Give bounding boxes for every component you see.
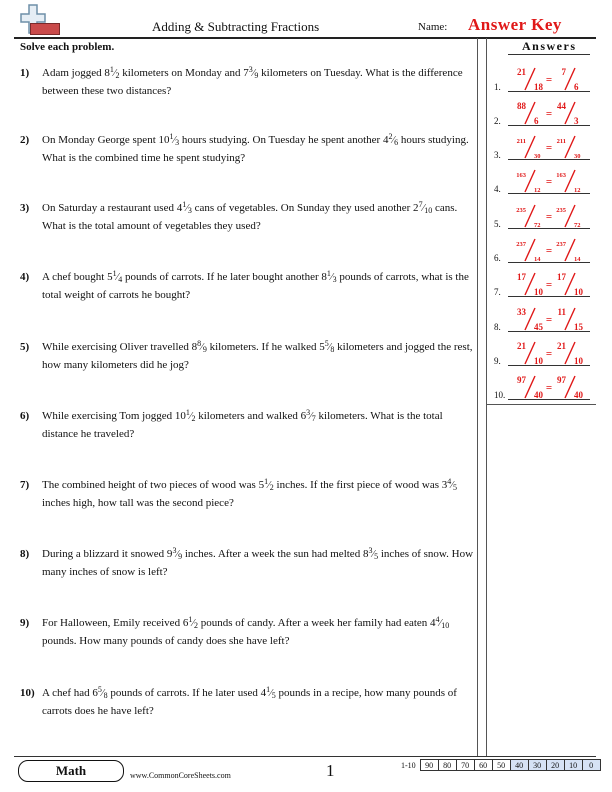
problem-text-segment: During a blizzard it snowed 9 — [42, 548, 173, 560]
score-label: 1-10 — [401, 760, 416, 770]
problem-text-segment: pounds of carrots. If he later bought another 8 — [122, 271, 327, 283]
fraction-numerator: 7 — [418, 200, 423, 209]
answer-numerator: 21 — [517, 341, 526, 351]
answer-denominator: 72 — [574, 222, 581, 229]
score-cell: 0 — [582, 760, 600, 771]
answer-denominator: 45 — [534, 322, 543, 332]
answer-fraction — [508, 304, 590, 334]
answer-numerator: 11 — [557, 307, 566, 317]
fraction-denominator: 10 — [441, 621, 450, 630]
fraction-slash: ⁄ — [176, 549, 179, 560]
answer-denominator: 10 — [534, 356, 543, 366]
answer-fraction — [508, 235, 590, 265]
problem-text-segment: A chef had 6 — [42, 687, 98, 699]
problem-text-segment: A chef bought 5 — [42, 271, 113, 283]
fraction-slash: ⁄ — [451, 480, 453, 491]
problem-text-segment: pounds of candy. After a week her family had eaten 4 — [198, 617, 436, 629]
header-rule — [14, 37, 596, 39]
answer-denominator: 6 — [534, 116, 539, 126]
equals-sign: = — [545, 279, 553, 291]
name-label: Name: — [418, 21, 448, 33]
problem-number: 1) — [20, 67, 30, 79]
fraction-slash: ⁄ — [422, 203, 425, 214]
problem-number: 7) — [20, 479, 30, 491]
fraction-slash: ⁄ — [330, 272, 333, 283]
fraction-numerator: 3 — [248, 65, 253, 74]
problem-text-segment: inches. If the first piece of wood was 3 — [273, 479, 448, 491]
fraction-denominator: 5 — [374, 552, 379, 561]
answer-row — [494, 235, 594, 265]
answer-row — [494, 269, 594, 299]
fraction-denominator: 5 — [452, 483, 457, 492]
fraction-slash: ⁄ — [201, 342, 203, 353]
score-cell: 80 — [438, 760, 456, 771]
equals-sign: = — [545, 245, 553, 257]
worksheet-title: Adding & Subtracting Fractions — [152, 19, 320, 34]
answer-number: 10. — [494, 390, 506, 400]
fraction-numerator: 1 — [185, 408, 190, 417]
fraction — [447, 477, 457, 492]
answer-numerator: 21 — [557, 341, 566, 351]
fraction-slash: ⁄ — [186, 203, 188, 214]
fraction-denominator: 8 — [103, 691, 108, 700]
fraction — [326, 269, 337, 284]
fraction — [388, 132, 399, 147]
problem-text-segment: kilometers. What is the total distance he traveled? — [42, 410, 443, 440]
equals-sign: = — [545, 348, 553, 360]
problem-text-segment: For Halloween, Emily received 6 — [42, 617, 189, 629]
answer-row — [494, 132, 594, 162]
problem-text-segment: pounds of carrots. If he later used 4 — [107, 687, 267, 699]
fraction-numerator: 5 — [97, 685, 102, 694]
fraction-numerator: 3 — [368, 546, 373, 555]
fraction-slash: ⁄ — [252, 68, 255, 79]
problem-number: 9) — [20, 617, 30, 629]
fraction-slash: ⁄ — [439, 618, 442, 629]
fraction-numerator: 5 — [324, 339, 329, 348]
problem-text-segment: cans of vegetables. On Sunday they used another 2 — [191, 202, 419, 214]
problem-text-segment: pounds in a recipe, how many pounds of carrots does he have left? — [42, 687, 457, 717]
answer-numerator: 17 — [517, 272, 526, 282]
fraction — [197, 339, 207, 354]
answers-box-bottom — [486, 404, 596, 405]
page-number: 1 — [326, 761, 335, 780]
problem-text-segment: pounds of carrots, what is the total weight of carrots he bought? — [42, 271, 469, 301]
problem-text-segment: kilometers and walked 6 — [195, 410, 307, 422]
fraction-slash: ⁄ — [392, 135, 395, 146]
answer-numerator: 163 — [516, 172, 526, 179]
answer-number: 5. — [494, 219, 501, 229]
problem-text — [42, 199, 480, 235]
subject-badge: Math — [18, 760, 124, 782]
answer-numerator: 21 — [517, 67, 526, 77]
fraction — [248, 65, 259, 80]
problem-text-segment: inches of snow. How many inches of snow is left? — [42, 548, 474, 578]
fraction — [418, 200, 433, 215]
problem-text-segment: The combined height of two pieces of wood was 5 — [42, 479, 265, 491]
fraction — [185, 408, 196, 423]
fraction-slash: ⁄ — [173, 135, 176, 146]
problem-text — [42, 64, 480, 100]
answer-row — [494, 304, 594, 334]
answer-number: 1. — [494, 82, 501, 92]
fraction — [188, 615, 198, 630]
fraction — [264, 477, 274, 492]
answer-denominator: 14 — [574, 256, 581, 263]
answer-number: 4. — [494, 184, 501, 194]
fraction-numerator: 2 — [388, 132, 393, 141]
fraction-numerator: 8 — [197, 339, 202, 348]
problem-text — [42, 614, 480, 650]
fraction-numerator: 3 — [172, 546, 177, 555]
fraction — [109, 65, 120, 80]
problem-text-segment: Adam jogged 8 — [42, 67, 110, 79]
answer-numerator: 211 — [556, 138, 566, 145]
problem-text-segment: inches high, how tall was the second piece? — [42, 497, 234, 509]
problem-number: 10) — [20, 687, 35, 699]
equals-sign: = — [545, 382, 553, 394]
score-cell: 10 — [564, 760, 582, 771]
answer-fraction — [508, 64, 590, 94]
answer-numerator: 237 — [516, 241, 526, 248]
answer-numerator: 7 — [561, 67, 566, 77]
score-cell: 30 — [528, 760, 546, 771]
equals-sign: = — [545, 142, 553, 154]
answer-numerator: 163 — [556, 172, 566, 179]
equals-sign: = — [545, 314, 553, 326]
equals-sign: = — [545, 108, 553, 120]
fraction — [172, 546, 183, 561]
fraction — [182, 200, 192, 215]
answer-row — [494, 372, 594, 402]
answer-denominator: 10 — [574, 287, 583, 297]
fraction-denominator: 6 — [394, 138, 399, 147]
answer-fraction — [508, 98, 590, 128]
score-cell: 60 — [474, 760, 492, 771]
score-table — [398, 759, 601, 771]
problem-text — [42, 684, 480, 720]
answer-row — [494, 166, 594, 196]
fraction-denominator: 9 — [254, 71, 259, 80]
website-link[interactable]: www.CommonCoreSheets.com — [130, 771, 231, 780]
score-cell: 20 — [546, 760, 564, 771]
fraction-numerator: 1 — [169, 132, 174, 141]
problem-number: 4) — [20, 271, 30, 283]
answer-denominator: 3 — [574, 116, 579, 126]
answer-denominator: 12 — [574, 187, 581, 194]
answer-fraction — [508, 338, 590, 368]
answer-number: 9. — [494, 356, 501, 366]
fraction-denominator: 3 — [332, 275, 337, 284]
answer-numerator: 44 — [557, 101, 566, 111]
problem-text-segment: kilometers. If he walked 5 — [206, 341, 325, 353]
answer-fraction — [508, 201, 590, 231]
answer-denominator: 40 — [574, 390, 583, 400]
fraction — [368, 546, 379, 561]
answer-fraction — [508, 166, 590, 196]
answer-fraction — [508, 372, 590, 402]
fraction-slash: ⁄ — [270, 688, 272, 699]
answer-denominator: 10 — [534, 287, 543, 297]
problem-number: 3) — [20, 202, 30, 214]
answer-denominator: 6 — [574, 82, 579, 92]
answer-numerator: 33 — [517, 307, 526, 317]
fraction-denominator: 5 — [271, 691, 276, 700]
problem-text-segment: kilometers and jogged the rest, how many kilometers did he jog? — [42, 341, 473, 371]
answer-column-rule — [486, 38, 487, 756]
answer-denominator: 18 — [534, 82, 543, 92]
fraction-numerator: 1 — [264, 477, 269, 486]
problem-text-segment: kilometers on Tuesday. What is the difference between these two distances? — [42, 67, 463, 97]
problem-text-segment: hours studying. On Tuesday he spent another 4 — [179, 134, 389, 146]
fraction-numerator: 1 — [182, 200, 187, 209]
fraction-slash: ⁄ — [268, 480, 270, 491]
answer-row — [494, 338, 594, 368]
answer-numerator: 237 — [556, 241, 566, 248]
score-cell: 90 — [420, 760, 438, 771]
fraction-denominator: 9 — [202, 345, 207, 354]
fraction-numerator: 4 — [435, 615, 440, 624]
answer-number: 3. — [494, 150, 501, 160]
fraction-slash: ⁄ — [116, 272, 119, 283]
fraction-slash: ⁄ — [101, 688, 104, 699]
answer-number: 7. — [494, 287, 501, 297]
problem-number: 8) — [20, 548, 30, 560]
problem-text — [42, 407, 480, 443]
problem-text-segment: While exercising Tom jogged 10 — [42, 410, 186, 422]
fraction-numerator: 1 — [109, 65, 114, 74]
answer-denominator: 30 — [534, 153, 541, 160]
answer-denominator: 10 — [574, 356, 583, 366]
fraction-numerator: 1 — [266, 685, 271, 694]
score-cell: 40 — [510, 760, 528, 771]
answer-row — [494, 64, 594, 94]
fraction-numerator: 1 — [326, 269, 331, 278]
problem-text-segment: inches. After a week the sun had melted 8 — [182, 548, 369, 560]
fraction-slash: ⁄ — [113, 68, 116, 79]
fraction-denominator: 2 — [269, 483, 274, 492]
answer-row — [494, 98, 594, 128]
fraction-denominator: 3 — [187, 206, 192, 215]
footer-rule — [14, 756, 596, 757]
fraction-denominator: 10 — [424, 206, 433, 215]
fraction — [435, 615, 450, 630]
score-cell: 70 — [456, 760, 474, 771]
fraction-denominator: 2 — [115, 71, 120, 80]
problem-number: 6) — [20, 410, 30, 422]
problem-text-segment: While exercising Oliver travelled 8 — [42, 341, 198, 353]
answer-numerator: 17 — [557, 272, 566, 282]
fraction-slash: ⁄ — [372, 549, 375, 560]
fraction — [306, 408, 316, 423]
fraction-denominator: 8 — [330, 345, 335, 354]
score-cell: 50 — [492, 760, 510, 771]
answer-numerator: 88 — [517, 101, 526, 111]
problem-text — [42, 476, 480, 512]
fraction — [266, 685, 276, 700]
fraction-denominator: 7 — [311, 414, 316, 423]
answer-denominator: 72 — [534, 222, 541, 229]
logo-bar — [30, 23, 60, 35]
answer-numerator: 97 — [557, 375, 566, 385]
equals-sign: = — [545, 211, 553, 223]
instructions: Solve each problem. — [20, 41, 115, 53]
answer-number: 8. — [494, 322, 501, 332]
fraction-slash: ⁄ — [310, 411, 312, 422]
answer-numerator: 235 — [516, 207, 526, 214]
problem-text-segment: On Saturday a restaurant used 4 — [42, 202, 183, 214]
answer-numerator: 97 — [517, 375, 526, 385]
problem-text-segment: On Monday George spent 10 — [42, 134, 170, 146]
fraction-denominator: 2 — [191, 414, 196, 423]
answer-row — [494, 201, 594, 231]
problem-text-segment: kilometers on Monday and 7 — [119, 67, 249, 79]
answer-number: 2. — [494, 116, 501, 126]
answer-number: 6. — [494, 253, 501, 263]
problem-text-segment: hours studying. What is the combined time he spent studying? — [42, 134, 469, 164]
problem-number: 5) — [20, 341, 30, 353]
fraction-denominator: 3 — [175, 138, 180, 147]
problem-text — [42, 268, 480, 304]
fraction — [97, 685, 108, 700]
answer-denominator: 40 — [534, 390, 543, 400]
fraction-denominator: 9 — [178, 552, 183, 561]
answer-numerator: 235 — [556, 207, 566, 214]
fraction-slash: ⁄ — [192, 618, 194, 629]
equals-sign: = — [545, 176, 553, 188]
fraction — [112, 269, 123, 284]
fraction — [324, 339, 335, 354]
problem-text — [42, 131, 480, 167]
fraction-slash: ⁄ — [189, 411, 192, 422]
fraction-denominator: 4 — [118, 275, 123, 284]
answer-fraction — [508, 132, 590, 162]
answer-denominator: 15 — [574, 322, 583, 332]
fraction-numerator: 4 — [447, 477, 452, 486]
equals-sign: = — [545, 74, 553, 86]
answer-denominator: 30 — [574, 153, 581, 160]
fraction-denominator: 2 — [194, 621, 198, 630]
answers-title: Answers — [522, 39, 577, 53]
fraction-numerator: 1 — [112, 269, 117, 278]
problem-text-segment: cans. What is the total amount of vegetables they used? — [42, 202, 458, 232]
problem-text — [42, 338, 480, 374]
problem-number: 2) — [20, 134, 30, 146]
problem-text-segment: pounds. How many pounds of candy does she have left? — [42, 635, 290, 647]
answer-denominator: 14 — [534, 256, 541, 263]
fraction-numerator: 1 — [188, 615, 193, 624]
answer-key-label: Answer Key — [468, 15, 562, 34]
fraction — [169, 132, 180, 147]
fraction-slash: ⁄ — [328, 342, 331, 353]
answers-title-rule — [508, 54, 590, 55]
answer-denominator: 12 — [534, 187, 541, 194]
answer-numerator: 211 — [516, 138, 526, 145]
answer-fraction — [508, 269, 590, 299]
fraction-numerator: 3 — [306, 408, 311, 417]
problem-text — [42, 545, 480, 581]
